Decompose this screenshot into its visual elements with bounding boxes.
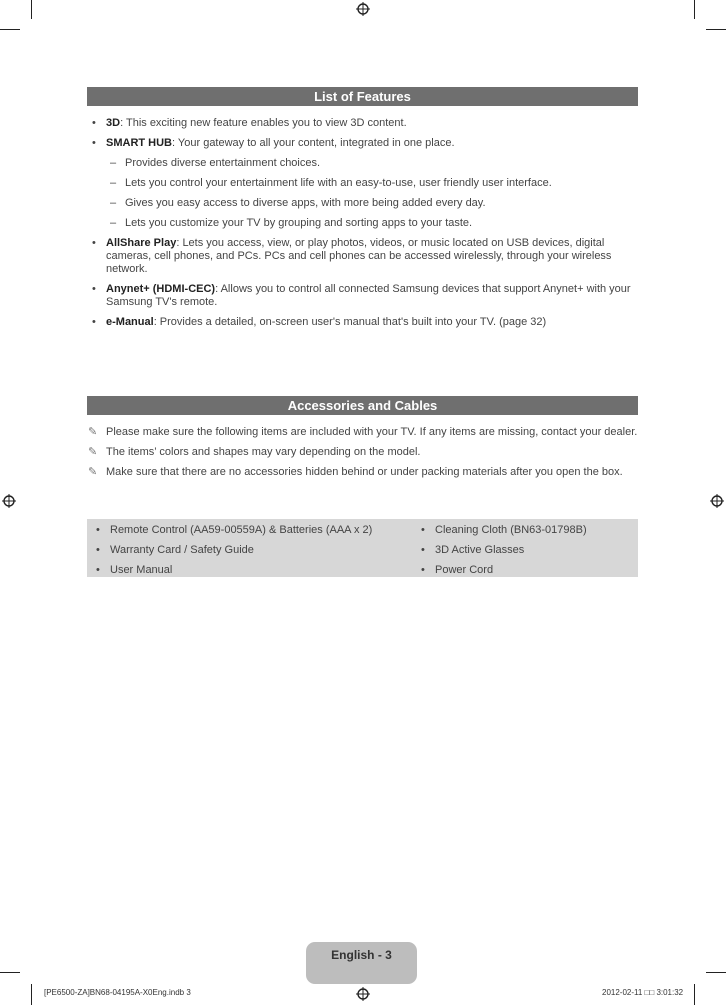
footer-file-name: [PE6500-ZA]BN68-04195A-X0Eng.indb 3 xyxy=(44,988,191,997)
accessory-item: • User Manual xyxy=(96,564,173,576)
dash-icon: – xyxy=(110,177,117,189)
crop-mark xyxy=(694,0,695,19)
crop-mark xyxy=(694,984,695,1005)
accessories-left-column xyxy=(96,522,372,582)
registration-mark-icon xyxy=(710,494,724,508)
bullet-icon: • xyxy=(421,544,425,556)
dash-icon: – xyxy=(110,197,117,209)
feature-subitem: – Lets you customize your TV by grouping and sorting apps to your taste. xyxy=(110,217,473,229)
crop-mark xyxy=(0,29,20,30)
feature-subitem: – Gives you easy access to diverse apps, with more being added every day. xyxy=(110,197,486,209)
accessory-item: • Remote Control (AA59-00559A) & Batteries (AAA x 2) xyxy=(96,524,373,536)
feature-subitem: – Lets you control your entertainment life with an easy-to-use, user friendly user interface. xyxy=(110,177,552,189)
bullet-icon: • xyxy=(421,524,425,536)
notes-list xyxy=(88,426,638,486)
crop-mark xyxy=(706,29,726,30)
bullet-icon: • xyxy=(96,524,100,536)
note-item: ✎ Please make sure the following items are included with your TV. If any items are missing, contact your dealer. xyxy=(88,426,638,438)
crop-mark xyxy=(31,0,32,19)
note-pencil-icon: ✎ xyxy=(88,466,98,478)
crop-mark xyxy=(706,972,726,973)
section-title-accessories: Accessories and Cables xyxy=(87,396,638,415)
accessory-item: • Cleaning Cloth (BN63-01798B) xyxy=(421,524,587,536)
page-number-label: English - 3 xyxy=(306,942,417,984)
footer-timestamp: 2012-02-11 □□ 3:01:32 xyxy=(602,988,684,997)
feature-item: • e-Manual: Provides a detailed, on-screen user's manual that's built into your TV. (page 32) xyxy=(92,316,547,328)
accessory-item: • Power Cord xyxy=(421,564,494,576)
accessory-item: • Warranty Card / Safety Guide xyxy=(96,544,254,556)
feature-item: • SMART HUB: Your gateway to all your content, integrated in one place. xyxy=(92,137,455,149)
bullet-icon: • xyxy=(92,117,96,129)
section-title-features: List of Features xyxy=(87,87,638,106)
accessory-item: • 3D Active Glasses xyxy=(421,544,525,556)
note-item: ✎ The items’ colors and shapes may vary depending on the model. xyxy=(88,446,421,458)
bullet-icon: • xyxy=(92,137,96,149)
bullet-icon: • xyxy=(96,564,100,576)
bullet-icon: • xyxy=(96,544,100,556)
features-list xyxy=(92,117,637,336)
note-pencil-icon: ✎ xyxy=(88,426,98,438)
dash-icon: – xyxy=(110,217,117,229)
bullet-icon: • xyxy=(92,237,96,249)
note-item: ✎ Make sure that there are no accessories hidden behind or under packing materials after you open the box. xyxy=(88,466,623,478)
feature-item: • AllShare Play: Lets you access, view, or play photos, videos, or music located on USB devices, digital cameras, cell phones, and PCs. PCs and cell phones can be accessed wirelessly, through your wireless network. xyxy=(92,237,612,275)
feature-item: • Anynet+ (HDMI-CEC): Allows you to control all connected Samsung devices that support Anynet+ with your Samsung TV's remote. xyxy=(92,283,631,308)
bullet-icon: • xyxy=(92,316,96,328)
registration-mark-icon xyxy=(2,494,16,508)
feature-item: • 3D: This exciting new feature enables you to view 3D content. xyxy=(92,117,407,129)
feature-subitem: – Provides diverse entertainment choices. xyxy=(110,157,321,169)
bullet-icon: • xyxy=(92,283,96,295)
registration-mark-icon xyxy=(356,2,370,16)
accessories-box xyxy=(87,519,638,577)
crop-mark xyxy=(0,972,20,973)
dash-icon: – xyxy=(110,157,117,169)
note-pencil-icon: ✎ xyxy=(88,446,98,458)
bullet-icon: • xyxy=(421,564,425,576)
registration-mark-icon xyxy=(356,987,370,1001)
crop-mark xyxy=(31,984,32,1005)
accessories-right-column xyxy=(421,522,587,582)
